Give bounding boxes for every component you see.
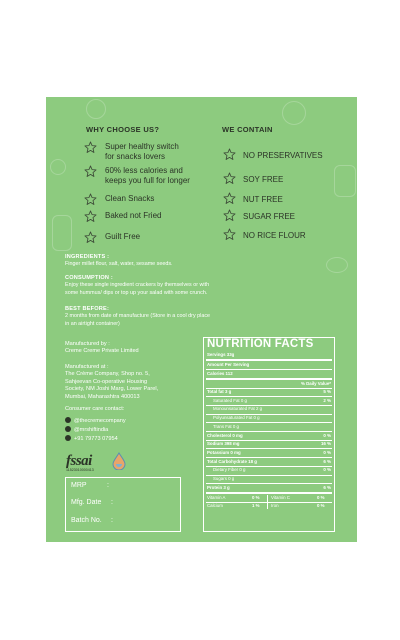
- why-choose-us-heading: WHY CHOOSE US?: [86, 125, 160, 134]
- why-item: 60% less calories and keeps you full for longer: [105, 166, 190, 185]
- star-icon: [84, 165, 97, 178]
- email-contact[interactable]: [65, 426, 108, 434]
- why-item: Baked not Fried: [105, 211, 162, 220]
- divider: [206, 502, 332, 503]
- phone-contact[interactable]: [65, 435, 118, 443]
- best-before-title: BEST BEFORE:: [65, 306, 110, 312]
- doodle-circle: [326, 257, 348, 273]
- nutrient-daily-value: 6 %: [323, 484, 331, 490]
- star-icon: [84, 193, 97, 206]
- why-item: Guilt Free: [105, 232, 141, 241]
- manufactured-by-label: Manufactured by :: [65, 341, 110, 347]
- contain-item: SOY FREE: [243, 175, 284, 184]
- nutrition-row: [207, 433, 331, 439]
- nutrition-row: [207, 441, 331, 447]
- mfg-label: Mfg. Date: [71, 499, 102, 506]
- phone-number: +91 79773 07954: [74, 436, 118, 442]
- divider: [206, 378, 332, 380]
- nutrient-daily-value: 6 %: [323, 458, 331, 464]
- mrp-sep: :: [107, 482, 109, 489]
- calories: Calories 112: [207, 371, 233, 376]
- nutrient-daily-value: 16 %: [320, 441, 331, 447]
- nutrient-name: Total fat 3 g: [207, 389, 232, 394]
- nutrition-facts-table: [203, 337, 335, 532]
- email-icon: [65, 426, 71, 432]
- servings: Servings 33g: [207, 352, 235, 357]
- nutrition-row: [207, 485, 331, 491]
- nutrient-name: Sugars 0 g: [213, 476, 235, 481]
- nutrient-name: Potassium 0 mg: [207, 449, 241, 455]
- column-divider: [267, 495, 268, 509]
- doodle-circle: [52, 215, 72, 251]
- mrp-box: [65, 477, 181, 532]
- vitamin-name: Iron: [271, 503, 279, 509]
- ingredients-title: INGREDIENTS :: [65, 254, 110, 260]
- doodle-circle: [282, 101, 306, 125]
- batch-label: Batch No.: [71, 517, 102, 524]
- instagram-handle: @thecremecompany: [74, 418, 126, 424]
- manufactured-at-label: Manufactured at :: [65, 364, 109, 370]
- amount-per-serving: Amount Per Serving: [207, 362, 250, 367]
- vitamin-daily-value: 0 %: [252, 495, 260, 501]
- divider: [206, 492, 332, 494]
- ingredients-text: Finger millet flour, salt, water, sesame seeds.: [65, 261, 173, 267]
- vitamin-daily-value: 0 %: [317, 495, 325, 501]
- nutrient-name: Dietary Fiber 0 g: [213, 467, 246, 473]
- star-icon: [223, 172, 236, 185]
- nutrition-row: [207, 459, 331, 465]
- nutrient-daily-value: 2 %: [323, 397, 331, 403]
- nutrition-title: NUTRITION FACTS: [207, 338, 314, 350]
- contain-item: NO PRESERVATIVES: [243, 151, 323, 160]
- vitamin-name: Calcium: [207, 503, 223, 509]
- nutrient-name: Polyunsaturated Fat 0 g: [213, 415, 260, 421]
- mrp-label: MRP: [71, 482, 87, 489]
- divider: [206, 359, 332, 361]
- why-item: Clean Snacks: [105, 194, 155, 203]
- nutrient-daily-value: 0 %: [323, 432, 331, 438]
- nutrition-row: [213, 415, 331, 421]
- vitamin-name: Vitamin C: [271, 495, 290, 501]
- best-before-text: 2 months from date of manufacture (Store in a cool dry place in an airtight container): [65, 313, 211, 327]
- nutrient-name: Protein 3 g: [207, 484, 230, 490]
- star-icon: [223, 209, 236, 222]
- mfg-row: [71, 499, 113, 506]
- doodle-circle: [86, 99, 106, 119]
- nutrient-name: Trans Fat 0 g: [213, 423, 239, 429]
- nutrient-name: Monounsaturated Fat 2 g: [213, 406, 263, 412]
- water-drop-icon: [112, 452, 126, 470]
- nutrient-name: Sodium 398 mg: [207, 441, 240, 447]
- manufacturer-address: The Crème Company, Shop no. 5, Sahjeevan Co-operative Housing Society, NM Joshi Marg, Lower Parel, Mumbai, Maharashtra 400013: [65, 371, 159, 400]
- vitamin-name: Vitamin A: [207, 495, 226, 501]
- we-contain-heading: WE CONTAIN: [222, 125, 273, 134]
- nutrition-row: [213, 406, 331, 412]
- nutrition-row: [213, 476, 331, 482]
- nutrient-daily-value: 0 %: [323, 449, 331, 455]
- doodle-circle: [50, 159, 66, 175]
- instagram-icon: [65, 417, 71, 423]
- doodle-circle: [334, 165, 356, 197]
- consumption-text: Enjoy these single ingredient crackers by themselves or with some hummus/ dips or top up your salad with some crunch.: [65, 282, 210, 296]
- consumer-care-label: Consumer care contact:: [65, 406, 125, 412]
- consumption-title: CONSUMPTION :: [65, 275, 113, 281]
- batch-sep: :: [111, 517, 113, 524]
- instagram-contact[interactable]: [65, 417, 126, 425]
- product-label-panel: [46, 97, 357, 542]
- nutrient-name: Cholesterol 0 mg: [207, 432, 243, 438]
- vitamin-daily-value: 1 %: [252, 503, 260, 509]
- mrp-row: [71, 482, 109, 489]
- star-icon: [84, 231, 97, 244]
- star-icon: [223, 228, 236, 241]
- star-icon: [223, 148, 236, 161]
- star-icon: [84, 141, 97, 154]
- fssai-logo: [66, 454, 94, 472]
- vitamin-daily-value: 0 %: [317, 503, 325, 509]
- batch-row: [71, 517, 113, 524]
- star-icon: [84, 210, 97, 223]
- star-icon: [223, 192, 236, 205]
- nutrition-row: [213, 424, 331, 430]
- nutrition-row: [207, 389, 331, 395]
- email-handle: @mrshiftindia: [74, 427, 109, 433]
- daily-value-header: % Daily Value*: [300, 381, 331, 386]
- nutrition-row: [207, 450, 331, 456]
- nutrient-daily-value: 5 %: [323, 389, 331, 394]
- contain-item: NO RICE FLOUR: [243, 231, 306, 240]
- fssai-license-number: 11523010000413: [66, 468, 94, 472]
- fssai-logo-text: fssai: [66, 453, 92, 469]
- why-item: Super healthy switch for snacks lovers: [105, 142, 179, 161]
- phone-icon: [65, 435, 71, 441]
- nutrition-row: [213, 398, 331, 404]
- nutrient-daily-value: 0 %: [323, 467, 331, 473]
- mfg-sep: :: [111, 499, 113, 506]
- nutrient-name: Saturated Fat 0 g: [213, 397, 247, 403]
- divider: [206, 369, 332, 370]
- nutrient-name: Total Carbohydrate 18 g: [207, 458, 257, 464]
- contain-item: SUGAR FREE: [243, 212, 296, 221]
- contain-item: NUT FREE: [243, 195, 283, 204]
- nutrition-row: [213, 467, 331, 473]
- manufacturer-name: Creme Creme Private Limited: [65, 348, 139, 354]
